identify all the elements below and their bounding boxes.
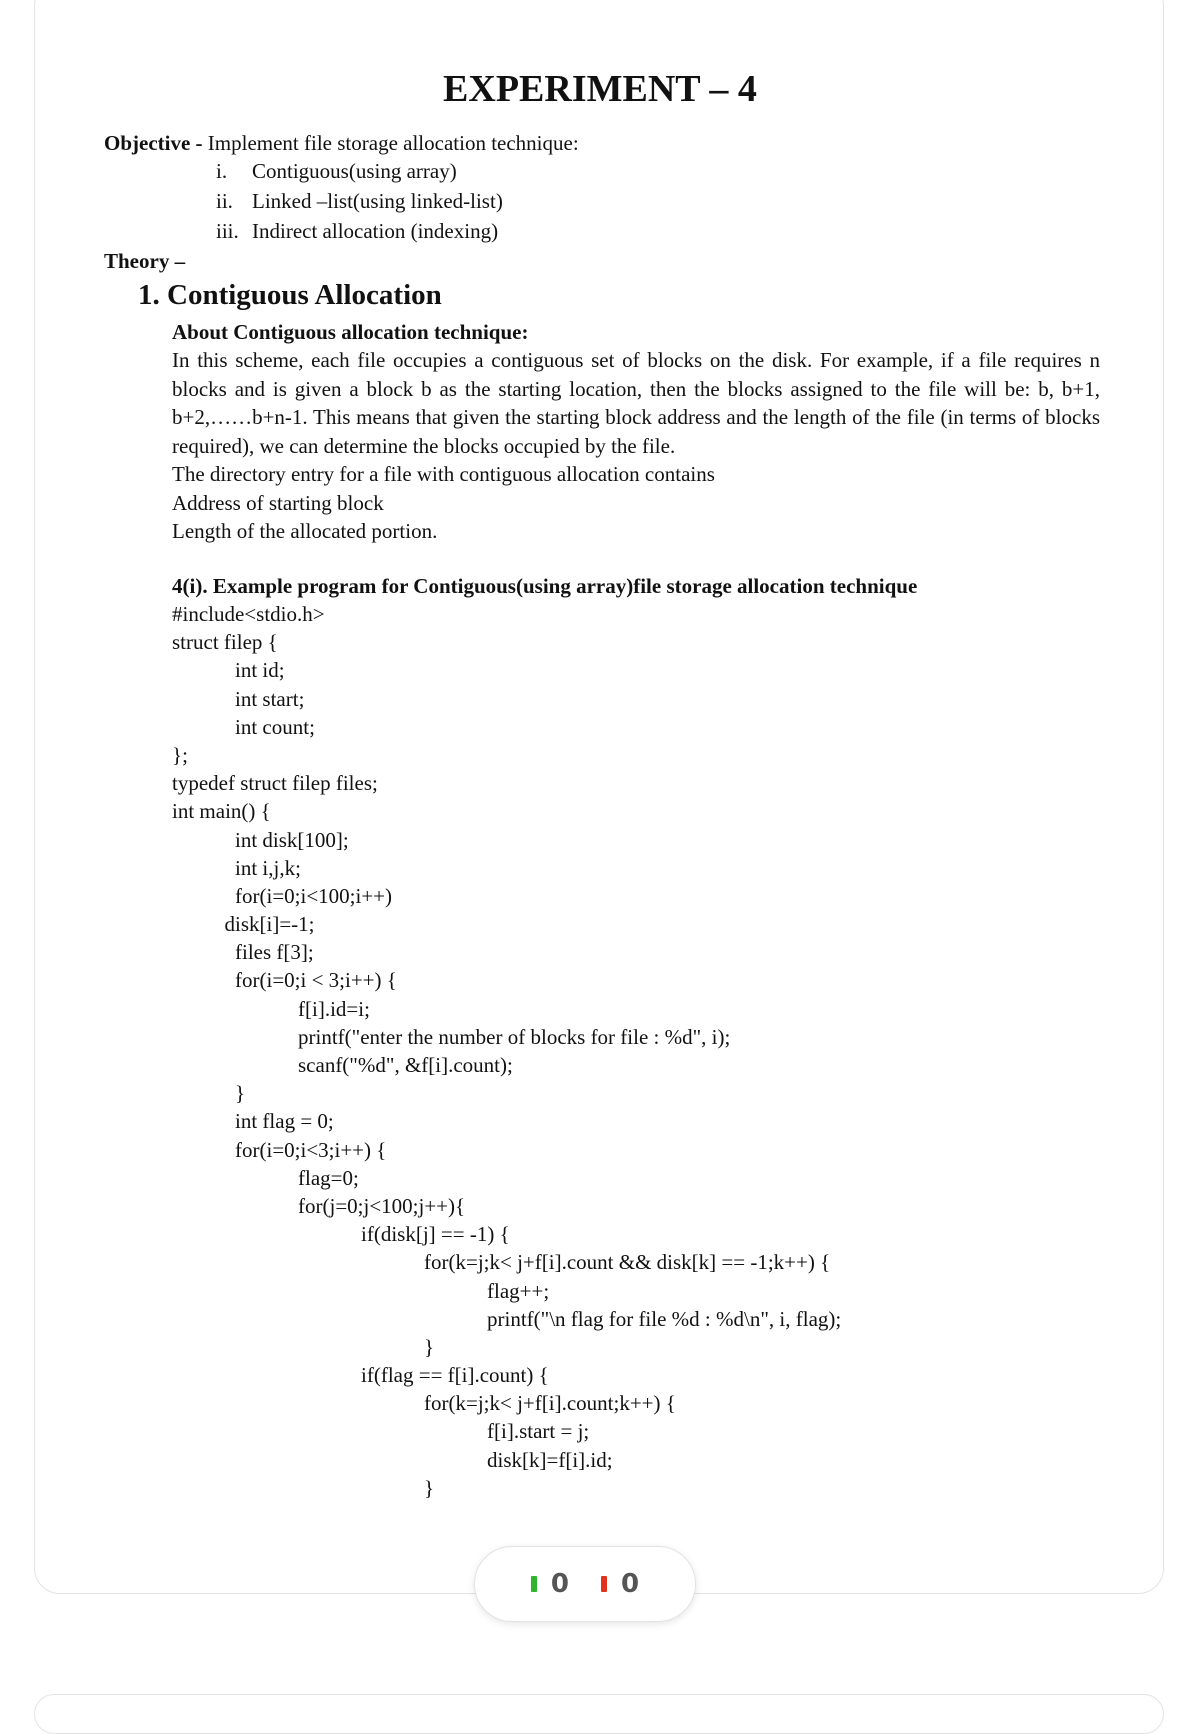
objective-item-number: i.	[216, 159, 228, 183]
length-line: Length of the allocated portion.	[172, 519, 438, 543]
code-line: int id;	[172, 658, 285, 683]
code-line: int start;	[172, 686, 305, 711]
code-line: #include<stdio.h>	[172, 602, 325, 626]
code-line: }	[172, 1081, 246, 1106]
code-line: };	[172, 742, 188, 767]
code-line: int i,j,k;	[172, 855, 301, 880]
code-line: scanf("%d", &f[i].count);	[172, 1053, 513, 1077]
objective-line	[104, 128, 579, 158]
code-line: }	[172, 1334, 435, 1359]
theory-label: Theory –	[104, 249, 186, 273]
document-title: EXPERIMENT – 4	[443, 68, 757, 110]
code-listing	[172, 600, 841, 1502]
code-line: f[i].start = j;	[172, 1419, 590, 1444]
objective-list	[216, 156, 503, 246]
code-line: int disk[100];	[172, 827, 349, 852]
code-line: if(flag == f[i].count) {	[172, 1363, 549, 1388]
downvote-icon	[601, 1576, 607, 1592]
downvote-count: 0	[621, 1569, 640, 1599]
code-line: for(i=0;i<3;i++) {	[172, 1137, 387, 1162]
code-line: }	[172, 1475, 435, 1500]
section-heading: 1. Contiguous Allocation	[138, 279, 442, 311]
code-line: for(k=j;k< j+f[i].count;k++) {	[172, 1391, 676, 1416]
code-line: disk[k]=f[i].id;	[172, 1447, 613, 1472]
vote-bar	[474, 1546, 696, 1622]
objective-item-text: Indirect allocation (indexing)	[252, 219, 499, 243]
code-line: for(i=0;i<100;i++)	[172, 883, 393, 908]
code-line: int main() {	[172, 799, 271, 824]
objective-item-number: ii.	[216, 189, 233, 213]
next-page-card	[34, 1694, 1164, 1734]
code-line: int count;	[172, 714, 315, 739]
objective-item-text: Linked –list(using linked-list)	[252, 189, 503, 213]
objective-text: Implement file storage allocation technique:	[202, 131, 579, 155]
code-line: printf("\n flag for file %d : %d\n", i, flag);	[172, 1306, 842, 1331]
directory-entry-line: The directory entry for a file with contiguous allocation contains	[172, 462, 715, 486]
code-line: if(disk[j] == -1) {	[172, 1222, 510, 1247]
upvote-count: 0	[550, 1569, 569, 1599]
objective-item	[216, 216, 503, 246]
starting-block-line: Address of starting block	[172, 490, 384, 515]
code-line: for(k=j;k< j+f[i].count && disk[k] == -1;k++) {	[172, 1250, 831, 1275]
code-line: f[i].id=i;	[172, 996, 370, 1021]
objective-item	[216, 186, 503, 216]
example-heading: 4(i). Example program for Contiguous(using array)file storage allocation technique	[172, 574, 918, 598]
code-line: typedef struct filep files;	[172, 771, 378, 796]
theory-paragraph: In this scheme, each file occupies a contiguous set of blocks on the disk. For example, if a file requires n blocks and is given a block b as the starting location, then the blocks assigned to the file will be: b, b+1, b+2,……b+n-1. This means that given the starting block address and the length of the file (in terms of blocks required), we can determine the blocks occupied by the file.	[172, 348, 1100, 458]
code-line: printf("enter the number of blocks for file : %d", i);	[172, 1024, 731, 1049]
code-line: files f[3];	[172, 940, 314, 965]
objective-item	[216, 156, 503, 186]
code-line: disk[i]=-1;	[172, 912, 315, 937]
code-line: for(i=0;i < 3;i++) {	[172, 968, 397, 993]
theory-body	[172, 346, 1100, 546]
code-line: flag=0;	[172, 1165, 359, 1190]
objective-label: Objective -	[104, 131, 203, 155]
code-line: int flag = 0;	[172, 1109, 334, 1134]
code-line: struct filep {	[172, 630, 278, 655]
about-heading: About Contiguous allocation technique:	[172, 320, 529, 344]
objective-item-text: Contiguous(using array)	[252, 159, 457, 183]
code-line: flag++;	[172, 1278, 550, 1303]
objective-item-number: iii.	[216, 219, 239, 243]
code-line: for(j=0;j<100;j++){	[172, 1193, 466, 1218]
upvote-icon	[531, 1576, 537, 1592]
downvote-button[interactable]	[601, 1569, 639, 1599]
upvote-button[interactable]	[531, 1569, 569, 1599]
